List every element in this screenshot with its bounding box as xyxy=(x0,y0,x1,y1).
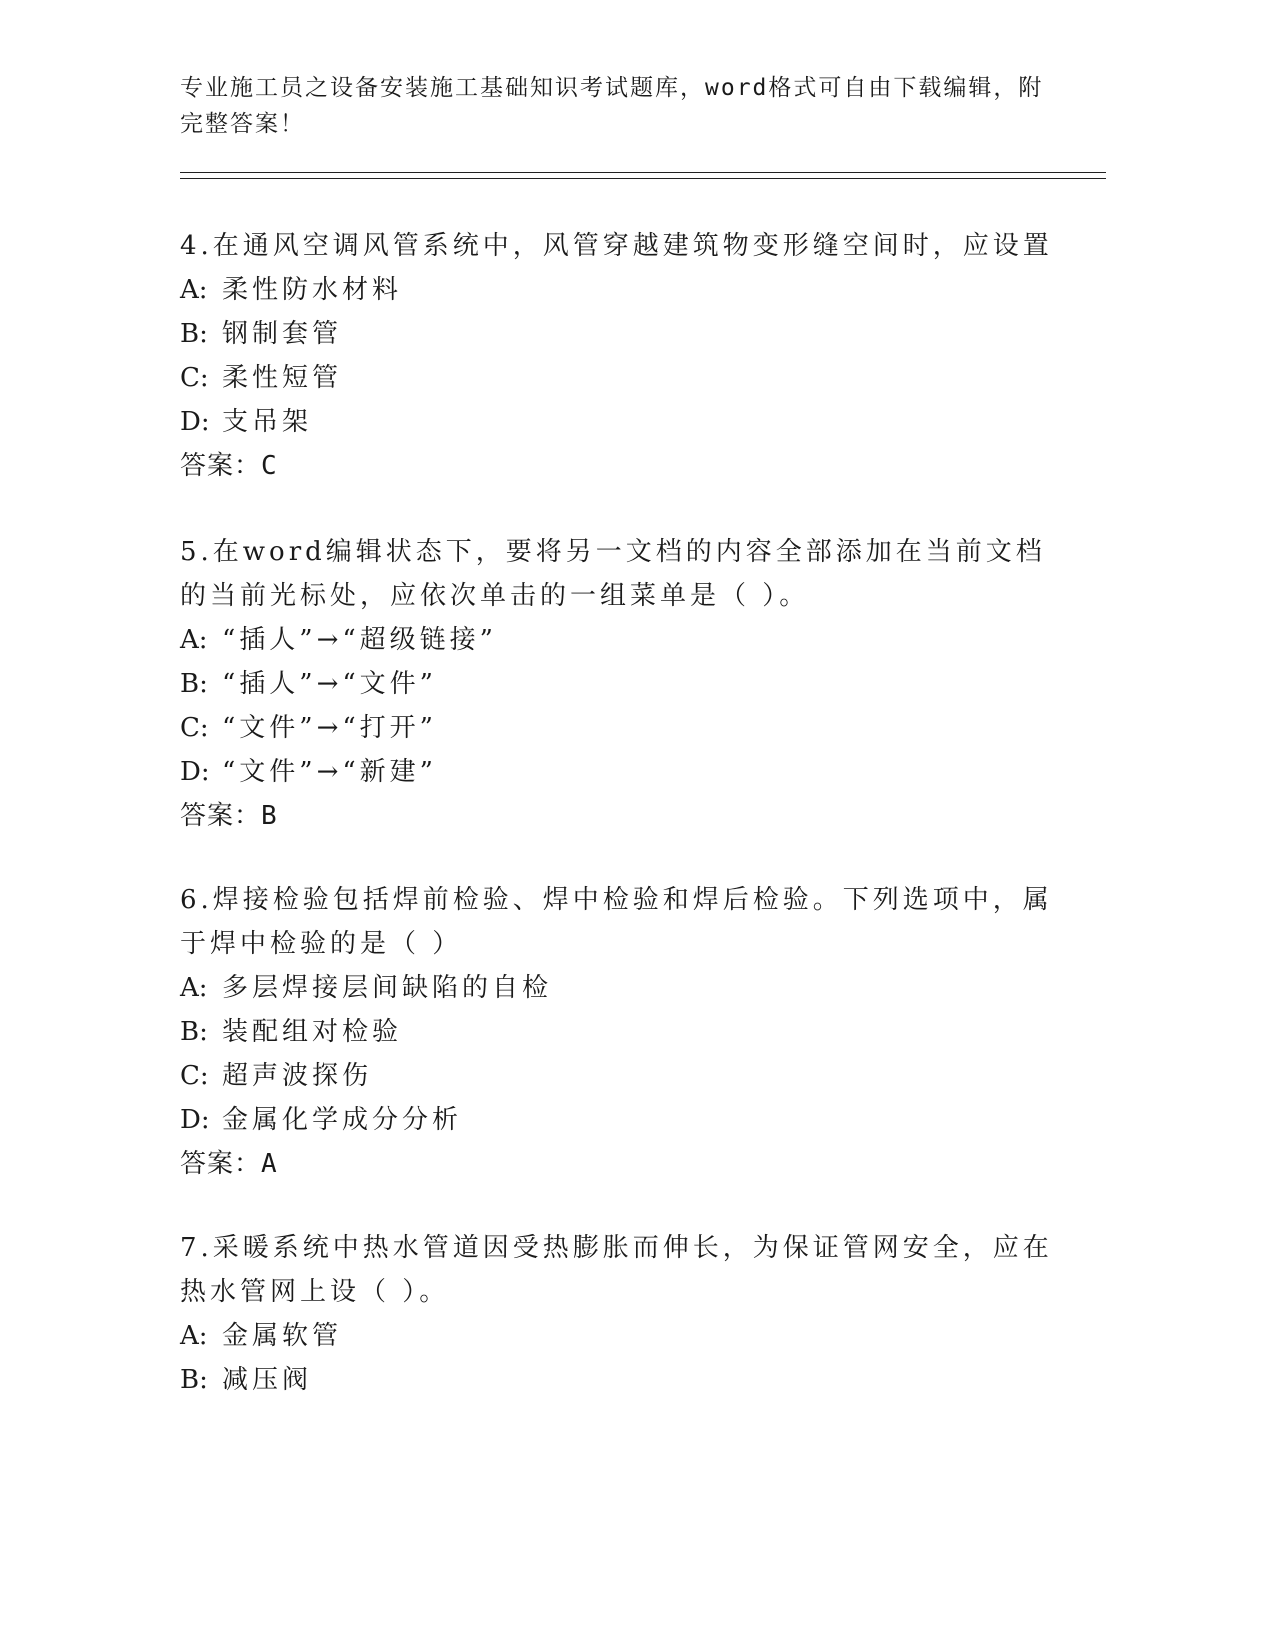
option-text: “文件”→“新建” xyxy=(222,757,437,787)
option-letter: A: xyxy=(180,973,208,1003)
option-letter: B: xyxy=(180,1365,208,1395)
option-c xyxy=(180,706,1060,750)
option-text: 金属化学成分分析 xyxy=(222,1105,463,1135)
option-text: 多层焊接层间缺陷的自检 xyxy=(222,973,553,1003)
option-a xyxy=(180,1314,1060,1358)
option-letter: C: xyxy=(180,713,209,743)
option-letter: A: xyxy=(180,1321,208,1351)
answer-value: B xyxy=(261,801,278,831)
option-b xyxy=(180,1358,1060,1402)
answer-label: 答案： xyxy=(180,451,262,481)
option-a xyxy=(180,618,1060,662)
option-letter: B: xyxy=(180,319,208,349)
option-letter: D: xyxy=(180,407,210,437)
option-c xyxy=(180,1054,1060,1098)
option-text: 金属软管 xyxy=(222,1321,343,1351)
option-d xyxy=(180,750,1060,794)
header-divider-line xyxy=(180,172,1106,173)
question-7 xyxy=(180,1226,1060,1402)
option-text: 支吊架 xyxy=(222,407,313,437)
answer-value: A xyxy=(261,1149,278,1179)
option-letter: B: xyxy=(180,1017,208,1047)
option-text: 柔性防水材料 xyxy=(222,275,403,305)
option-text: “插人”→“文件” xyxy=(222,669,437,699)
option-letter: D: xyxy=(180,1105,210,1135)
option-text: 钢制套管 xyxy=(222,319,343,349)
option-d xyxy=(180,400,1060,444)
option-letter: A: xyxy=(180,275,208,305)
question-5 xyxy=(180,530,1060,838)
option-letter: B: xyxy=(180,669,208,699)
option-d xyxy=(180,1098,1060,1142)
option-text: 柔性短管 xyxy=(222,363,343,393)
option-a xyxy=(180,268,1060,312)
option-text: 超声波探伤 xyxy=(222,1061,373,1091)
option-text: 装配组对检验 xyxy=(222,1017,403,1047)
answer-line xyxy=(180,794,1060,838)
answer-value: C xyxy=(261,451,278,481)
option-text: “文件”→“打开” xyxy=(222,713,437,743)
option-text: “插人”→“超级链接” xyxy=(222,625,497,655)
answer-label: 答案： xyxy=(180,801,262,831)
option-b xyxy=(180,1010,1060,1054)
option-letter: C: xyxy=(180,363,209,393)
option-letter: C: xyxy=(180,1061,209,1091)
question-stem: 6.焊接检验包括焊前检验、焊中检验和焊后检验。下列选项中，属于焊中检验的是（ ） xyxy=(180,885,1053,959)
option-b xyxy=(180,312,1060,356)
question-stem: 4.在通风空调风管系统中，风管穿越建筑物变形缝空间时，应设置 xyxy=(180,231,1053,261)
document-header: 专业施工员之设备安装施工基础知识考试题库，word格式可自由下载编辑，附完整答案！ xyxy=(180,75,1044,137)
question-6 xyxy=(180,878,1060,1186)
answer-line xyxy=(180,444,1060,488)
option-letter: D: xyxy=(180,757,210,787)
option-text: 减压阀 xyxy=(222,1365,313,1395)
question-stem: 7.采暖系统中热水管道因受热膨胀而伸长，为保证管网安全，应在热水管网上设（ ）。 xyxy=(180,1233,1053,1307)
answer-label: 答案： xyxy=(180,1149,262,1179)
option-letter: A: xyxy=(180,625,208,655)
header-divider-line-lower xyxy=(180,178,1106,179)
option-a xyxy=(180,966,1060,1010)
option-c xyxy=(180,356,1060,400)
question-4 xyxy=(180,224,1060,488)
question-stem: 5.在word编辑状态下，要将另一文档的内容全部添加在当前文档的当前光标处，应依次单击的一组菜单是（ ）。 xyxy=(180,537,1046,611)
option-b xyxy=(180,662,1060,706)
answer-line xyxy=(180,1142,1060,1186)
